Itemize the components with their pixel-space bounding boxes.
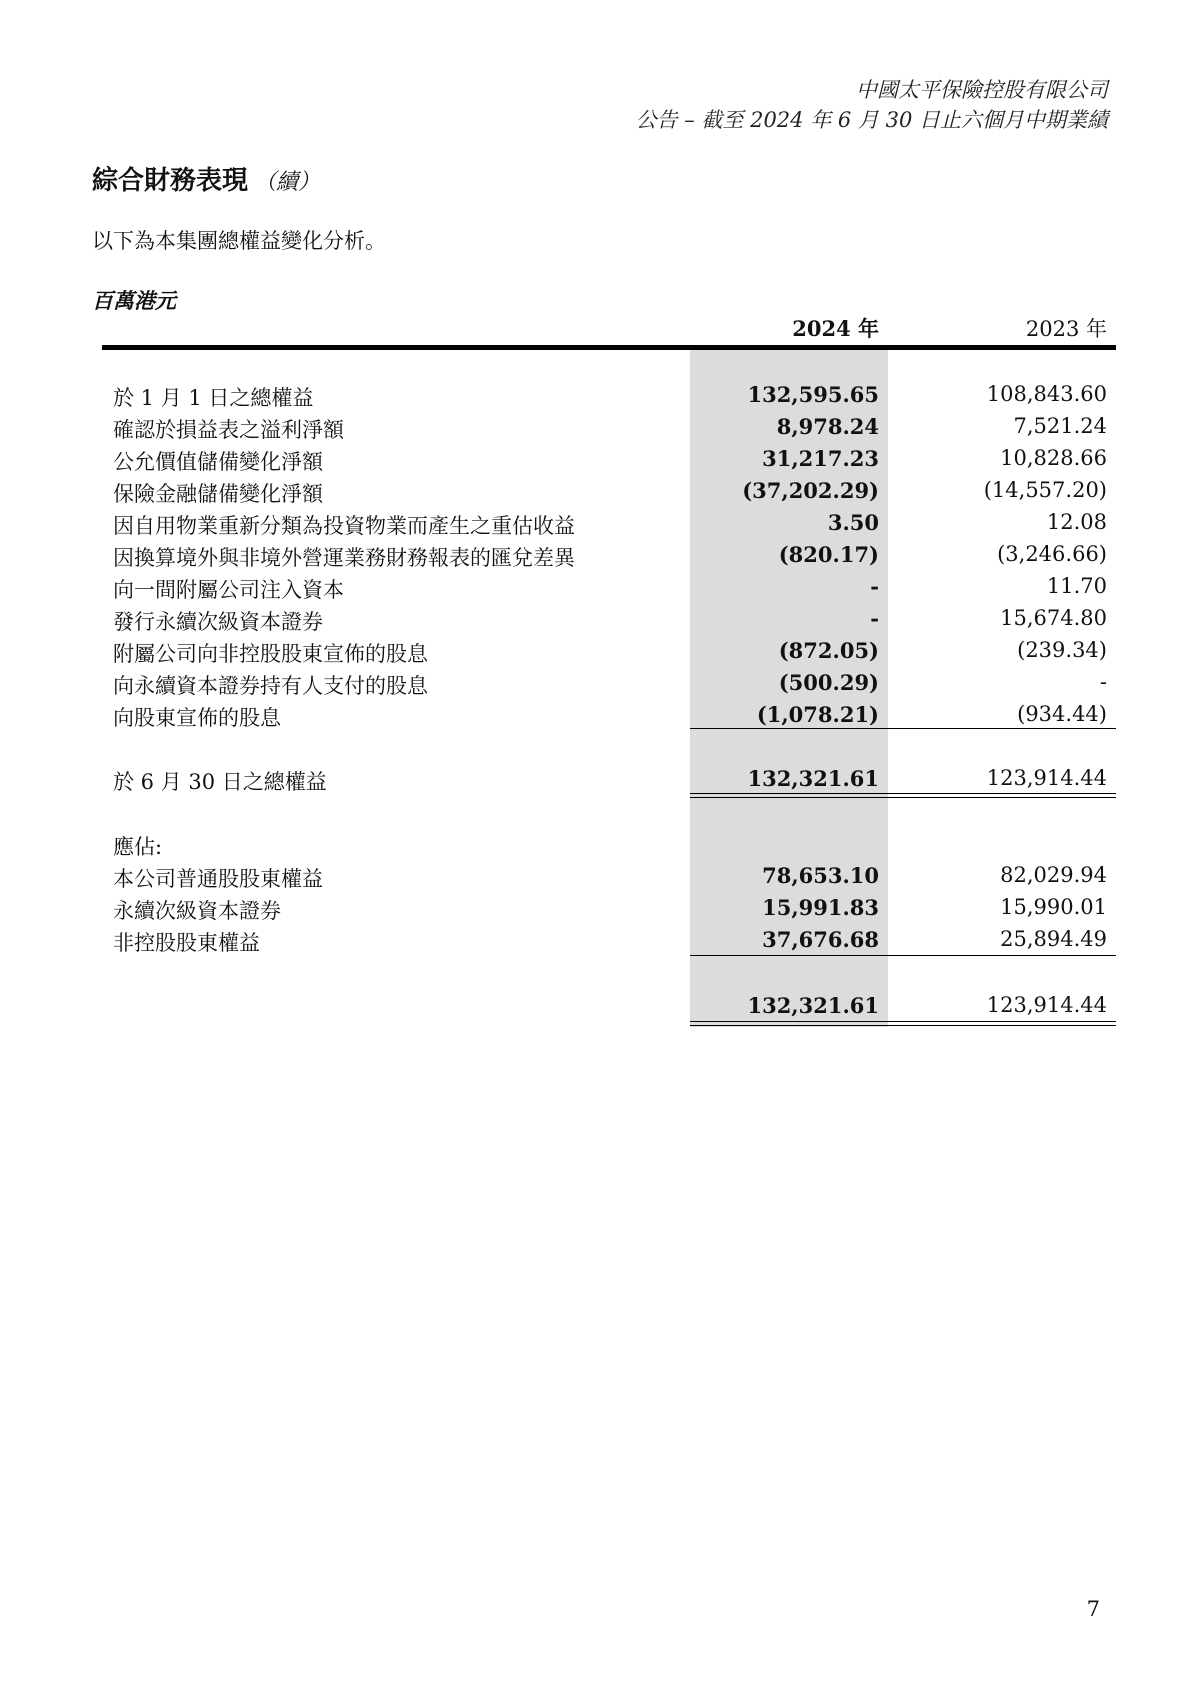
row-value-2024: 132,321.61 — [747, 766, 879, 791]
row-value-2023: (3,246.66) — [997, 542, 1107, 566]
table-row — [0, 478, 1190, 510]
row-value-2023: (934.44) — [1017, 702, 1107, 726]
section-title-text: 綜合財務表現 — [92, 166, 249, 196]
row-value-2023: (239.34) — [1017, 638, 1107, 662]
table-row — [0, 895, 1190, 927]
row-value-2023: 12.08 — [1046, 510, 1107, 534]
row-label: 於 6 月 30 日之總權益 — [113, 770, 327, 794]
table-row — [0, 606, 1190, 638]
row-label: 公允價值儲備變化淨額 — [113, 450, 323, 474]
unit-label: 百萬港元 — [92, 288, 176, 313]
grand-total-double-rule-bottom — [690, 1025, 1116, 1026]
row-value-2024: (37,202.29) — [742, 478, 879, 503]
table-row — [0, 510, 1190, 542]
row-value-2024: - — [870, 606, 879, 631]
row-value-2023: 15,990.01 — [1000, 895, 1107, 919]
row-value-2023: 123,914.44 — [986, 766, 1107, 790]
row-value-2023: - — [1099, 670, 1107, 694]
row-value-2024: (500.29) — [778, 670, 879, 695]
row-label: 附屬公司向非控股股東宣佈的股息 — [113, 642, 428, 666]
row-label: 向股東宣佈的股息 — [113, 706, 281, 730]
row-value-2023: 108,843.60 — [986, 382, 1107, 406]
total-double-rule-bottom — [690, 797, 1116, 798]
section-title — [92, 160, 320, 197]
total-double-rule-top — [690, 793, 1116, 794]
page-number: 7 — [1086, 1597, 1100, 1621]
row-value-2024: 31,217.23 — [762, 446, 879, 471]
intro-text: 以下為本集團總權益變化分析。 — [92, 229, 386, 253]
table-row — [0, 702, 1190, 734]
row-label: 確認於損益表之溢利淨額 — [113, 418, 344, 442]
row-value-2024: 78,653.10 — [762, 863, 879, 888]
header-announcement-title: 公告 – 截至 2024 年 6 月 30 日止六個月中期業績 — [635, 108, 1108, 132]
header-company-name: 中國太平保險控股有限公司 — [856, 78, 1108, 102]
grand-total-double-rule-top — [690, 1021, 1116, 1022]
column-header-2023: 2023 年 — [1025, 317, 1107, 341]
row-value-2024: - — [870, 574, 879, 599]
section-continued-marker: （續） — [254, 170, 321, 195]
row-value-2024: 132,321.61 — [747, 993, 879, 1018]
subtotal-rule — [690, 955, 1116, 956]
row-label: 向永續資本證券持有人支付的股息 — [113, 674, 428, 698]
row-label: 發行永續次級資本證券 — [113, 610, 323, 634]
row-label: 保險金融儲備變化淨額 — [113, 482, 323, 506]
row-value-2023: 15,674.80 — [1000, 606, 1107, 630]
row-value-2023: 82,029.94 — [1000, 863, 1107, 887]
row-value-2023: 11.70 — [1046, 574, 1107, 598]
row-value-2024: (872.05) — [778, 638, 879, 663]
row-label: 因換算境外與非境外營運業務財務報表的匯兌差異 — [113, 546, 575, 570]
row-value-2023: 10,828.66 — [1000, 446, 1107, 470]
table-row — [0, 446, 1190, 478]
row-value-2024: (1,078.21) — [756, 702, 879, 727]
table-row — [0, 638, 1190, 670]
row-label: 向一間附屬公司注入資本 — [113, 578, 344, 602]
row-label: 非控股股東權益 — [113, 931, 260, 955]
subtotal-rule — [690, 728, 1116, 729]
table-row — [0, 863, 1190, 895]
row-value-2023: 123,914.44 — [986, 993, 1107, 1017]
row-value-2024: 3.50 — [827, 510, 879, 535]
row-label: 因自用物業重新分類為投資物業而產生之重估收益 — [113, 514, 575, 538]
table-row — [0, 542, 1190, 574]
row-value-2023: 7,521.24 — [1013, 414, 1107, 438]
row-value-2024: 132,595.65 — [747, 382, 879, 407]
table-row — [0, 414, 1190, 446]
table-row — [0, 574, 1190, 606]
row-value-2024: 15,991.83 — [762, 895, 879, 920]
table-top-rule — [102, 345, 1116, 350]
row-value-2024: (820.17) — [778, 542, 879, 567]
table-row — [0, 382, 1190, 414]
row-label: 本公司普通股股東權益 — [113, 867, 323, 891]
row-label: 於 1 月 1 日之總權益 — [113, 386, 314, 410]
table-row — [0, 670, 1190, 702]
row-value-2024: 37,676.68 — [762, 927, 879, 952]
row-value-2023: 25,894.49 — [1000, 927, 1107, 951]
row-label: 永續次級資本證券 — [113, 899, 281, 923]
row-value-2024: 8,978.24 — [776, 414, 879, 439]
attributable-heading: 應佔: — [113, 835, 163, 859]
row-value-2023: (14,557.20) — [983, 478, 1107, 502]
column-header-2024: 2024 年 — [792, 316, 879, 341]
attributable-heading-row — [0, 831, 1190, 863]
